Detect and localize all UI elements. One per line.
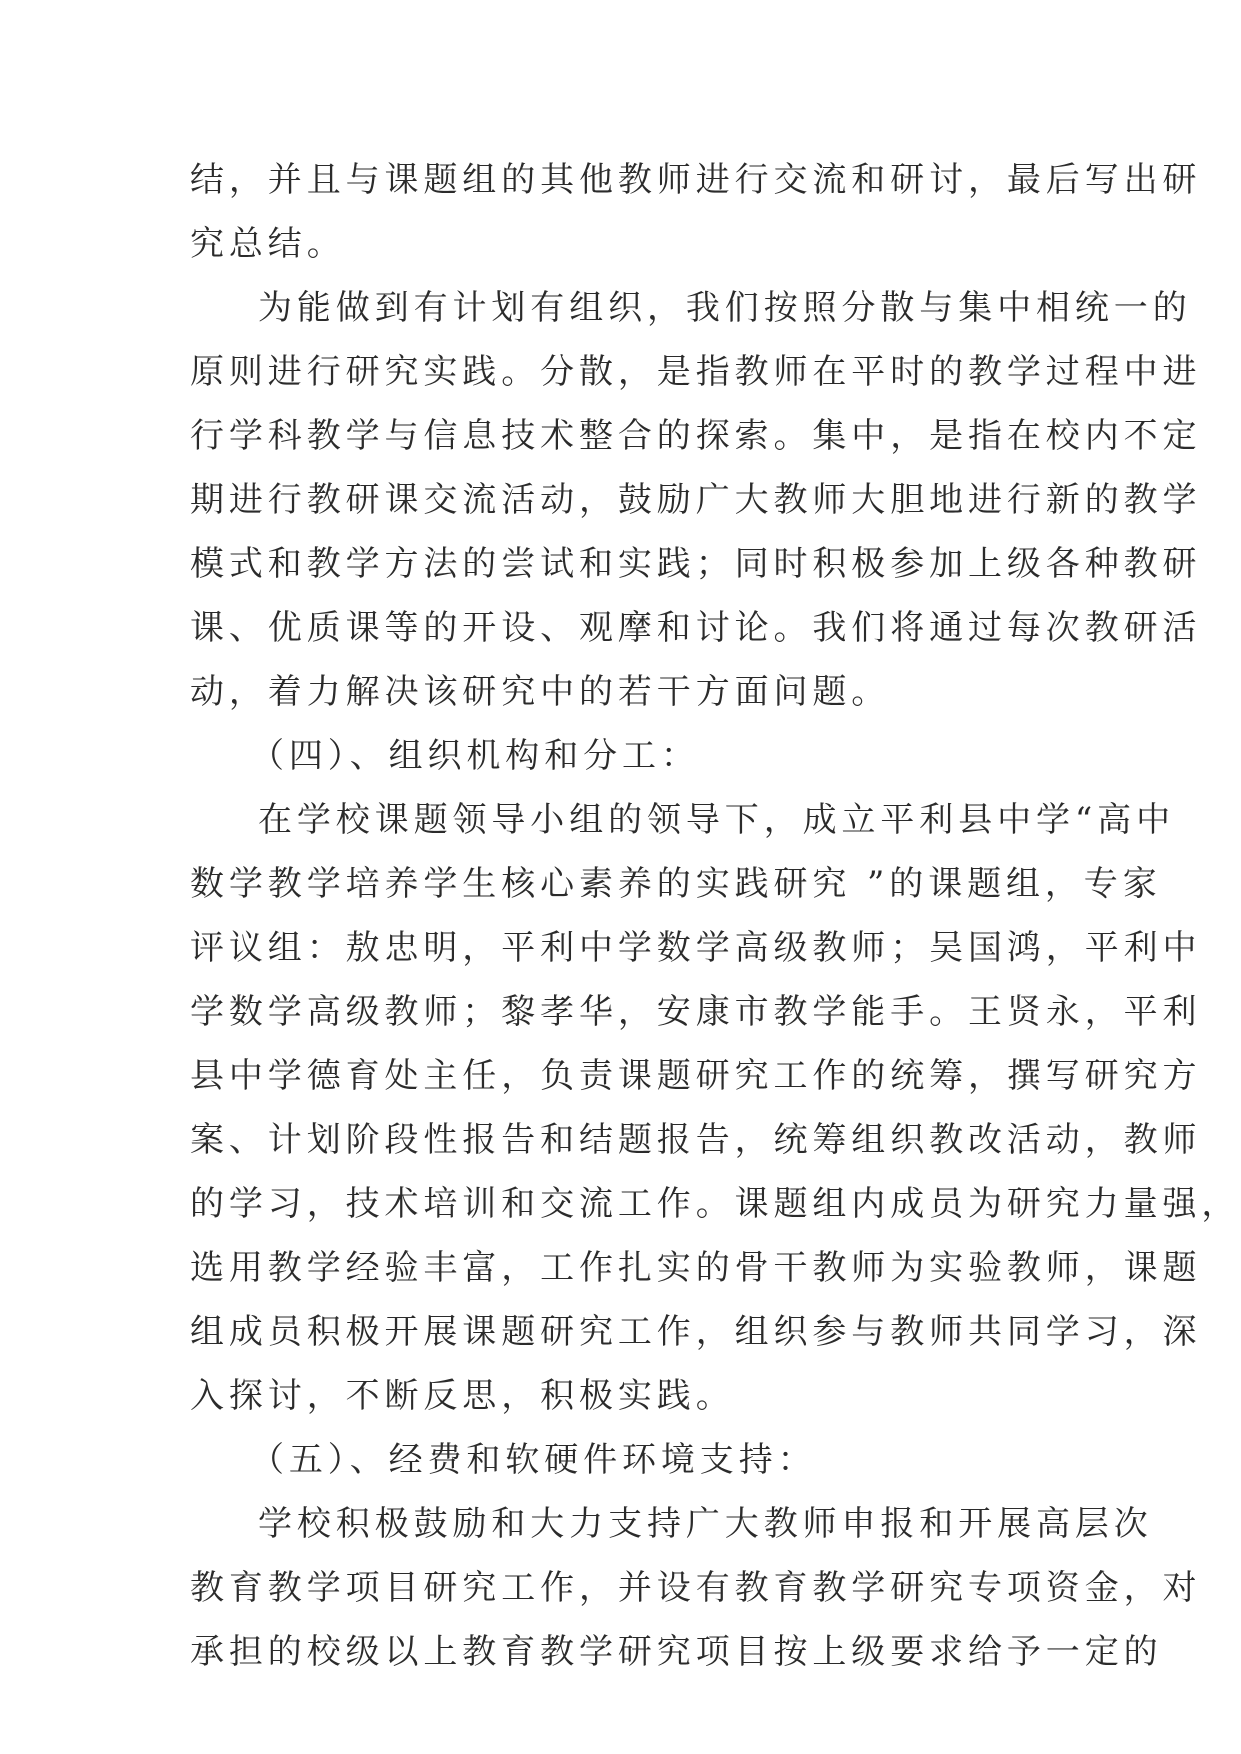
text-line: 原则进行研究实践。分散，是指教师在平时的教学过程中进 — [190, 352, 1202, 392]
text-line: 数学教学培养学生核心素养的实践研究 ”的课题组，专家 — [190, 864, 1162, 904]
document-body — [190, 148, 1241, 1684]
text-line: 行学科教学与信息技术整合的探索。集中，是指在校内不定 — [190, 416, 1202, 456]
text-line: 模式和教学方法的尝试和实践；同时积极参加上级各种教研 — [190, 544, 1202, 584]
text-line: 结，并且与课题组的其他教师进行交流和研讨，最后写出研 — [190, 160, 1202, 200]
text-line: 动，着力解决该研究中的若干方面问题。 — [190, 672, 891, 712]
text-line: 选用教学经验丰富，工作扎实的骨干教师为实验教师，课题 — [190, 1248, 1202, 1288]
text-line: 组成员积极开展课题研究工作，组织参与教师共同学习，深 — [190, 1312, 1202, 1352]
text-line: 期进行教研课交流活动，鼓励广大教师大胆地进行新的教学 — [190, 480, 1202, 520]
text-line: 案、计划阶段性报告和结题报告，统筹组织教改活动，教师 — [190, 1120, 1202, 1160]
paragraph-start-line: 学校积极鼓励和大力支持广大教师申报和开展高层次 — [258, 1504, 1153, 1544]
text-line: 课、优质课等的开设、观摩和讨论。我们将通过每次教研活 — [190, 608, 1202, 648]
text-line: 教育教学项目研究工作，并设有教育教学研究专项资金，对 — [190, 1568, 1202, 1608]
section-heading-funding: （五）、经费和软硬件环境支持： — [250, 1440, 817, 1480]
text-line: 入探讨，不断反思，积极实践。 — [190, 1376, 735, 1416]
text-line: 县中学德育处主任，负责课题研究工作的统筹，撰写研究方 — [190, 1056, 1202, 1096]
text-line: 学数学高级教师；黎孝华，安康市教学能手。王贤永，平利 — [190, 992, 1202, 1032]
text-line: 究总结。 — [190, 224, 346, 264]
paragraph-start-line: 为能做到有计划有组织，我们按照分散与集中相统一的 — [258, 288, 1192, 328]
text-line: 承担的校级以上教育教学研究项目按上级要求给予一定的 — [190, 1632, 1163, 1672]
text-line: 评议组：敖忠明，平利中学数学高级教师；吴国鸿，平利中 — [190, 928, 1202, 968]
paragraph-start-line: 在学校课题领导小组的领导下，成立平利县中学“高中 — [258, 800, 1175, 840]
text-line: 的学习，技术培训和交流工作。课题组内成员为研究力量强， — [190, 1184, 1241, 1224]
section-heading-organization: （四）、组织机构和分工： — [250, 736, 700, 776]
